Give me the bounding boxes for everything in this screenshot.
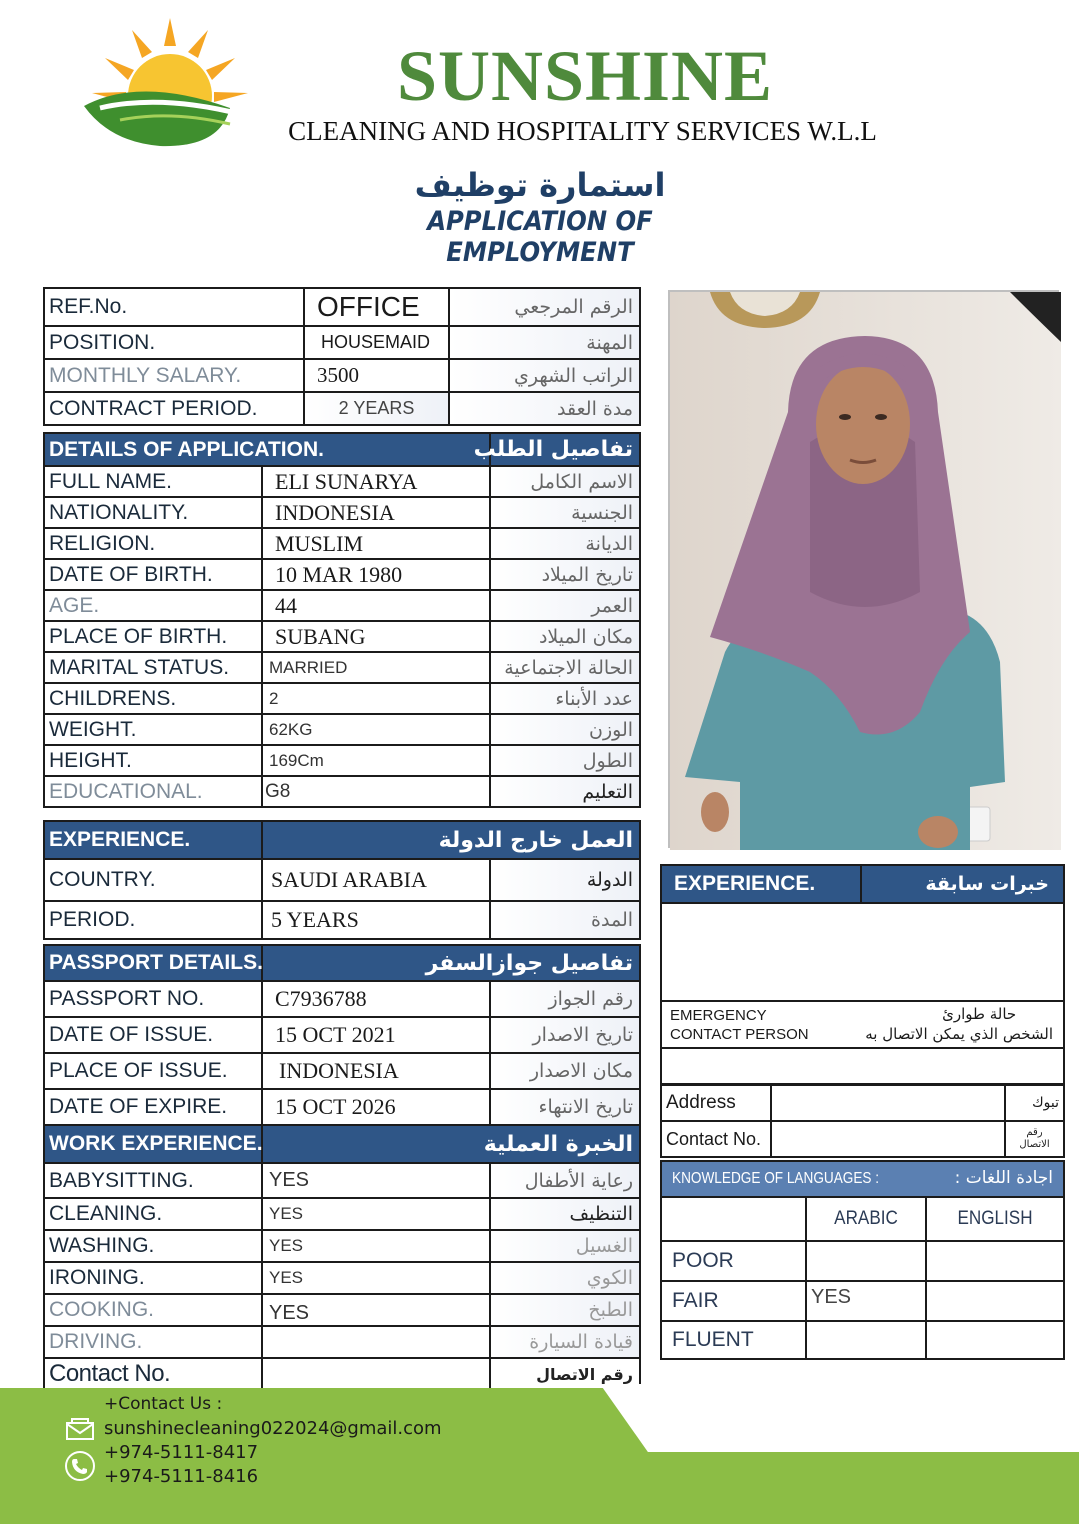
table-row [44,1262,640,1294]
babysitting-label-ar: رعاية الأطفال [490,1163,640,1198]
cleaning-label: CLEANING. [44,1198,262,1230]
period-label-ar: المدة [490,901,640,939]
contact-no-value [262,1358,490,1390]
table-row [44,392,640,425]
contact-label: Contact No. [661,1121,771,1157]
ref-label: REF.No. [44,288,304,326]
education-label-ar: التعليم [490,776,640,807]
previous-experience-en: EXPERIENCE. [661,865,861,903]
education-label: EDUCATIONAL. [44,776,262,807]
passport-header-ar: تفاصيل جوازالسفر [262,945,640,981]
height-value: 169Cm [262,745,490,776]
children-value: 2 [262,683,490,714]
experience-header-ar: العمل خارج الدولة [262,821,640,859]
language-row [661,1241,1064,1281]
previous-experience-ar: خبرات سابقة [861,865,1064,903]
languages-header-en: KNOWLEDGE OF LANGUAGES : [672,1170,880,1187]
experience-header [44,821,640,859]
ref-value: OFFICE [304,288,449,326]
issue-place-label-ar: مكان الاصدار [490,1053,640,1089]
reference-table [43,287,641,426]
previous-experience-header [661,865,1064,903]
age-value: 44 [262,590,490,621]
driving-value [262,1326,490,1358]
table-row [44,776,640,807]
applicant-photo [668,290,1059,848]
fair-label: FAIR [661,1281,806,1321]
contact-row [661,1121,1064,1157]
table-row [44,326,640,359]
contract-label-ar: مدة العقد [449,392,640,425]
cooking-label-ar: الطبخ [490,1294,640,1326]
period-label: PERIOD. [44,901,262,939]
passport-table [43,944,641,1126]
fluent-english [926,1321,1064,1359]
cleaning-value: YES [262,1198,490,1230]
babysitting-value: YES [262,1163,490,1198]
emergency-label-line2: CONTACT PERSON [670,1026,809,1043]
dob-label: DATE OF BIRTH. [44,559,262,590]
table-row [44,1053,640,1089]
table-row [44,714,640,745]
passport-header-en: PASSPORT DETAILS. [44,945,262,981]
religion-label: RELIGION. [44,528,262,559]
phone-icon [64,1450,96,1482]
fair-english [926,1281,1064,1321]
contact-no-label: Contact No. [44,1358,262,1390]
emergency-blank [661,1048,1064,1084]
table-row [44,528,640,559]
previous-experience-content [661,903,1064,1001]
footer-accent [600,1384,1079,1452]
contact-label-ar: رقم الاتصال [1005,1121,1064,1157]
nationality-value: INDONESIA [262,497,490,528]
address-label-ar: تبوك [1005,1085,1064,1121]
education-value: G8 [262,776,490,807]
email-icon [66,1418,94,1440]
email-link[interactable]: sunshinecleaning022024@gmail.com [104,1418,442,1439]
contract-label: CONTRACT PERIOD. [44,392,304,425]
table-row [44,683,640,714]
height-label: HEIGHT. [44,745,262,776]
details-header [44,433,640,466]
ref-label-ar: الرقم المرجعي [449,288,640,326]
salary-value: 3500 [304,359,449,392]
brand-subtitle: CLEANING AND HOSPITALITY SERVICES W.L.L [288,116,877,146]
table-row [44,981,640,1017]
languages-columns [661,1197,1064,1241]
details-header-en: DETAILS OF APPLICATION. [44,433,490,466]
weight-label: WEIGHT. [44,714,262,745]
pob-label-ar: مكان الميلاد [490,621,640,652]
details-header-ar: تفاصيل الطلب [490,433,640,466]
fluent-label: FLUENT [661,1321,806,1359]
washing-value: YES [262,1230,490,1262]
dob-label-ar: تاريخ الميلاد [490,559,640,590]
country-label: COUNTRY. [44,859,262,901]
driving-label: DRIVING. [44,1326,262,1358]
driving-label-ar: قيادة السيارة [490,1326,640,1358]
details-table [43,432,641,808]
table-row [44,1294,640,1326]
height-label-ar: الطول [490,745,640,776]
contract-value: 2 YEARS [304,392,449,425]
washing-label-ar: الغسيل [490,1230,640,1262]
pob-value: SUBANG [262,621,490,652]
table-row [44,559,640,590]
country-value: SAUDI ARABIA [262,859,490,901]
address-value [771,1085,1005,1121]
language-row [661,1321,1064,1359]
work-experience-table [43,1124,641,1391]
poor-label: POOR [661,1241,806,1281]
cooking-label: COOKING. [44,1294,262,1326]
emergency-blank-row [661,1048,1064,1084]
address-row [661,1085,1064,1121]
emergency-label-en [670,1006,809,1044]
table-row [44,1326,640,1358]
pob-label: PLACE OF BIRTH. [44,621,262,652]
arabic-column-label: ARABIC [812,1197,920,1241]
passport-header [44,945,640,981]
cleaning-label-ar: التنظيف [490,1198,640,1230]
weight-label-ar: الوزن [490,714,640,745]
poor-arabic [806,1241,926,1281]
table-row [44,1017,640,1053]
work-header [44,1125,640,1163]
previous-experience-body [661,903,1064,1001]
experience-table [43,820,641,940]
languages-header-cell [661,1161,1064,1197]
languages-header [661,1161,1064,1197]
expire-date-value: 15 OCT 2026 [262,1089,490,1125]
previous-experience-table [660,864,1065,1085]
expire-date-label-ar: تاريخ الانتهاء [490,1089,640,1125]
table-row [44,745,640,776]
table-row [44,359,640,392]
phone-number-1[interactable]: +974-5111-8417 [104,1442,259,1463]
issue-date-label-ar: تاريخ الاصدار [490,1017,640,1053]
table-row [44,1230,640,1262]
full-name-value: ELI SUNARYA [262,466,490,497]
form-title: APPLICATION OF EMPLOYMENT [427,206,653,268]
poor-english [926,1241,1064,1281]
fluent-arabic [806,1321,926,1359]
ironing-value: YES [262,1262,490,1294]
salary-label-ar: الراتب الشهري [449,359,640,392]
table-row [44,288,640,326]
table-row [44,1358,640,1390]
languages-header-ar: اجادة اللغات : [954,1168,1054,1188]
cooking-value: YES [262,1294,490,1326]
salary-label: MONTHLY SALARY. [44,359,304,392]
table-row [44,1089,640,1125]
period-value: 5 YEARS [262,901,490,939]
children-label-ar: عدد الأبناء [490,683,640,714]
position-value: HOUSEMAID [304,326,449,359]
passport-no-label-ar: رقم الجواز [490,981,640,1017]
table-row [44,621,640,652]
table-row [44,497,640,528]
company-logo [80,18,260,153]
passport-no-label: PASSPORT NO. [44,981,262,1017]
table-row [44,859,640,901]
ironing-label: IRONING. [44,1262,262,1294]
position-label-ar: المهنة [449,326,640,359]
religion-label-ar: الديانة [490,528,640,559]
washing-label: WASHING. [44,1230,262,1262]
fair-arabic: YES [806,1281,926,1321]
work-header-en: WORK EXPERIENCE. [44,1125,262,1163]
table-row [44,1198,640,1230]
country-label-ar: الدولة [490,859,640,901]
address-label: Address [661,1085,771,1121]
table-row [44,1163,640,1198]
babysitting-label: BABYSITTING. [44,1163,262,1198]
phone-number-2[interactable]: +974-5111-8416 [104,1466,259,1487]
contact-no-label-ar: رقم الاتصال [490,1358,640,1390]
experience-header-en: EXPERIENCE. [44,821,262,859]
language-row [661,1281,1064,1321]
age-label-ar: العمر [490,590,640,621]
emergency-label-line1: EMERGENCY [670,1007,767,1024]
table-row [44,901,640,939]
table-row [44,466,640,497]
brand-name: SUNSHINE [396,36,774,116]
contact-value [771,1121,1005,1157]
table-row [44,652,640,683]
emergency-label-ar-line2: الشخص الذي يمكن الاتصال به [865,1025,1053,1043]
issue-date-label: DATE OF ISSUE. [44,1017,262,1053]
contact-us-label: +Contact Us : [104,1394,223,1414]
emergency-row [661,1001,1064,1048]
nationality-label: NATIONALITY. [44,497,262,528]
emergency-label-ar-line1: حالة طوارئ [942,1005,1017,1023]
languages-table [660,1160,1065,1360]
nationality-label-ar: الجنسية [490,497,640,528]
issue-place-value: INDONESIA [262,1053,490,1089]
issue-place-label: PLACE OF ISSUE. [44,1053,262,1089]
age-label: AGE. [44,590,262,621]
marital-label: MARITAL STATUS. [44,652,262,683]
emergency-contact-cell [661,1001,1064,1048]
religion-value: MUSLIM [262,528,490,559]
marital-label-ar: الحالة الاجتماعية [490,652,640,683]
issue-date-value: 15 OCT 2021 [262,1017,490,1053]
form-title-arabic: استمارة توظيف [414,166,666,204]
weight-value: 62KG [262,714,490,745]
position-label: POSITION. [44,326,304,359]
address-table [660,1084,1065,1158]
english-column-label: ENGLISH [933,1197,1057,1241]
dob-value: 10 MAR 1980 [262,559,490,590]
languages-corner [661,1197,806,1241]
table-row [44,590,640,621]
expire-date-label: DATE OF EXPIRE. [44,1089,262,1125]
ironing-label-ar: الكوي [490,1262,640,1294]
marital-value: MARRIED [262,652,490,683]
full-name-label-ar: الاسم الكامل [490,466,640,497]
work-header-ar: الخبرة العملية [262,1125,640,1163]
emergency-label-ar [865,1004,1053,1044]
full-name-label: FULL NAME. [44,466,262,497]
children-label: CHILDRENS. [44,683,262,714]
passport-no-value: C7936788 [262,981,490,1017]
